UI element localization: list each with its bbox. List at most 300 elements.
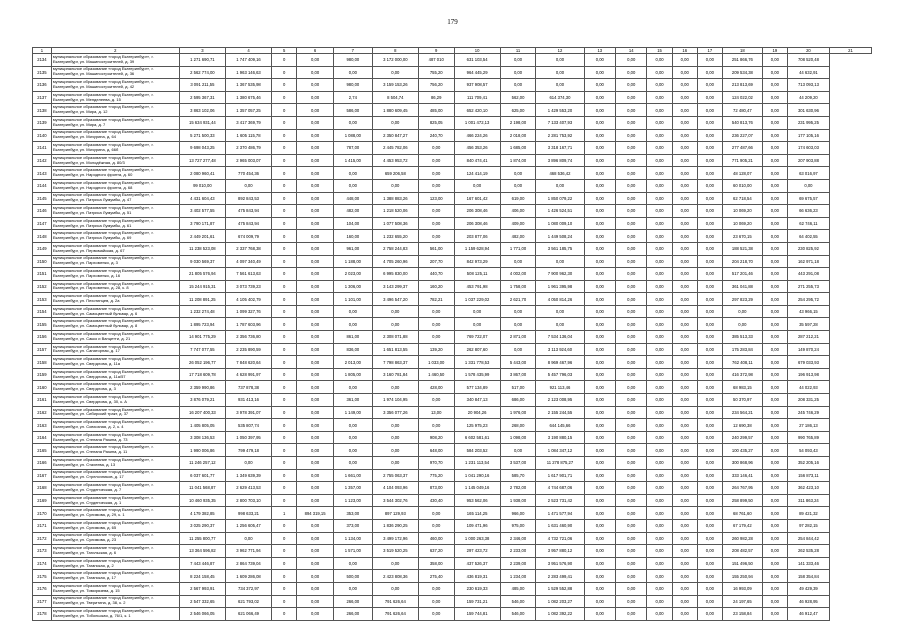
value-cell: 0,00	[647, 431, 672, 444]
value-cell: 0	[272, 356, 297, 369]
value-cell: 2 359 990,86	[179, 381, 225, 394]
value-cell: 0,00	[584, 104, 615, 117]
row-id: 2164	[33, 431, 52, 444]
value-cell: 0,00	[697, 557, 722, 570]
value-cell: 546,00	[500, 608, 536, 621]
value-cell: 26 052 196,77	[179, 356, 225, 369]
value-cell: 0,00	[697, 494, 722, 507]
value-cell: 0	[272, 79, 297, 92]
value-cell: 11 246 257,12	[179, 457, 225, 470]
value-cell: 990 765,89	[787, 431, 829, 444]
value-cell: 0,00	[762, 532, 787, 545]
value-cell: 0,00	[762, 192, 787, 205]
value-cell: 0,00	[672, 217, 697, 230]
value-cell: 621 793,02	[225, 595, 271, 608]
value-cell: 771 905,21	[722, 154, 762, 167]
value-cell: 175 283,84	[722, 343, 762, 356]
value-cell: 0,00	[372, 457, 418, 470]
row-id: 2154	[33, 305, 52, 318]
value-cell: 0,00	[762, 519, 787, 532]
value-cell: 0	[272, 368, 297, 381]
value-cell: 3 159 153,26	[372, 79, 418, 92]
value-cell: 5 443,00	[500, 356, 536, 369]
value-cell: 0,00	[697, 356, 722, 369]
value-cell: 0,00	[647, 79, 672, 92]
value-cell: 1 471 577,94	[536, 507, 584, 520]
value-cell: 0,00	[647, 532, 672, 545]
value-cell: 0,00	[372, 381, 418, 394]
value-cell: 762 408,11	[722, 356, 762, 369]
value-cell: 1 571,00	[333, 545, 372, 558]
value-cell: 0,00	[616, 331, 647, 344]
value-cell: 361 041,88	[722, 280, 762, 293]
value-cell: 158 354,84	[787, 570, 829, 583]
value-cell: 1 077 508,36	[372, 217, 418, 230]
value-cell: 240 299,57	[722, 431, 762, 444]
value-cell: 0,00	[500, 343, 536, 356]
value-cell: 0,00	[584, 595, 615, 608]
value-cell: 353,00	[333, 507, 372, 520]
value-cell: 206 308,46	[454, 217, 500, 230]
value-cell: 561,00	[418, 242, 454, 255]
address-cell: муниципальное образование «город Екатеринбург», г. Екатеринбург, ул. Таганская, д. 17	[51, 570, 179, 583]
address-cell: муниципальное образование «город Екатеринбург», г. Екатеринбург, ул. Менделеева, д. 15	[51, 91, 179, 104]
value-cell: 0,00	[584, 570, 615, 583]
value-cell: 0,00	[762, 482, 787, 495]
row-id: 2139	[33, 116, 52, 129]
value-cell: 631 103,54	[454, 54, 500, 67]
value-cell: 1 000 263,38	[454, 532, 500, 545]
value-cell: 4 732 721,06	[536, 532, 584, 545]
value-cell: 11 255 800,77	[179, 532, 225, 545]
value-cell: 0,00	[500, 54, 536, 67]
value-cell: 0,00	[762, 255, 787, 268]
value-cell: 2 629 413,53	[225, 482, 271, 495]
register-table	[32, 47, 872, 621]
value-cell: 2 239,00	[500, 557, 536, 570]
value-cell: 111 709,41	[454, 91, 500, 104]
value-cell: 0	[272, 444, 297, 457]
table-row	[33, 444, 872, 457]
address-cell: муниципальное образование «город Екатеринбург», г. Екатеринбург, ул. Машиностроителей, д. 36	[51, 66, 179, 79]
value-cell: 931 413,16	[225, 394, 271, 407]
address-cell: муниципальное образование «город Екатеринбург», г. Екатеринбург, ул. Тобольская, д. 76/1, к. 1	[51, 608, 179, 621]
table-row	[33, 66, 872, 79]
value-cell: 1 631 460,90	[536, 519, 584, 532]
value-cell: 619,00	[500, 192, 536, 205]
value-cell: 0,00	[647, 167, 672, 180]
row-id: 2174	[33, 557, 52, 570]
value-cell: 0,00	[647, 368, 672, 381]
value-cell: 0,00	[616, 268, 647, 281]
value-cell: 0	[272, 519, 297, 532]
value-cell: 4 050 814,26	[536, 293, 584, 306]
value-cell: 0,00	[647, 482, 672, 495]
value-cell: 0,00	[647, 129, 672, 142]
value-cell: 0,00	[672, 406, 697, 419]
value-cell: 0,00	[762, 457, 787, 470]
value-cell: 3 190 880,15	[536, 431, 584, 444]
value-cell: 0,00	[297, 519, 334, 532]
value-cell: 0,00	[697, 192, 722, 205]
row-id: 2168	[33, 482, 52, 495]
value-cell: 0,00	[672, 318, 697, 331]
value-cell: 0	[272, 142, 297, 155]
address-cell: муниципальное образование «город Екатеринбург», г. Екатеринбург, ул. Студенческая, д. 1	[51, 494, 179, 507]
address-cell: муниципальное образование «город Екатеринбург», г. Екатеринбург, ул. Патриса Лумумбы, д. 61	[51, 217, 179, 230]
value-cell: 0	[272, 582, 297, 595]
value-cell: 897 129,93	[372, 507, 418, 520]
row-id: 2158	[33, 356, 52, 369]
value-cell: 3 790 171,87	[179, 217, 225, 230]
address-cell: муниципальное образование «город Екатеринбург», г. Екатеринбург, ул. Пархоменко, д. 28, к. 8	[51, 280, 179, 293]
value-cell: 151 496,50	[722, 557, 762, 570]
value-cell: 0,00	[672, 419, 697, 432]
value-cell: 0	[272, 116, 297, 129]
value-cell: 362 423,10	[787, 482, 829, 495]
value-cell: 0,00	[647, 406, 672, 419]
value-cell: 23 670,15	[722, 230, 762, 243]
address-cell: муниципальное образование «город Екатеринбург», г. Екатеринбург, ул. Первомайская, д. 67	[51, 242, 179, 255]
value-cell: 0,00	[762, 368, 787, 381]
value-cell: 0,00	[672, 494, 697, 507]
value-cell: 0,00	[584, 519, 615, 532]
table-row	[33, 293, 872, 306]
table-row	[33, 394, 872, 407]
value-cell: 0,00	[762, 230, 787, 243]
value-cell: 0,00	[697, 532, 722, 545]
value-cell: 1 990 006,86	[179, 444, 225, 457]
address-cell: муниципальное образование «город Екатеринбург», г. Екатеринбург, ул. Самоцветный бульвар, д. 6	[51, 305, 179, 318]
value-cell: 0,00	[584, 268, 615, 281]
value-cell: 0,00	[672, 280, 697, 293]
value-cell: 99 010,00	[179, 179, 225, 192]
value-cell: 466 224,26	[454, 129, 500, 142]
value-cell: 149 870,24	[787, 343, 829, 356]
value-cell: 1 084 347,12	[536, 444, 584, 457]
value-cell: 0,00	[372, 179, 418, 192]
value-cell: 3 957 880,12	[536, 545, 584, 558]
row-id: 2172	[33, 532, 52, 545]
value-cell: 0,00	[762, 129, 787, 142]
value-cell: 262 807,60	[454, 343, 500, 356]
value-cell: 68 983,15	[722, 381, 762, 394]
value-cell: 0,00	[647, 91, 672, 104]
value-cell: 0,00	[647, 507, 672, 520]
value-cell: 734 372,97	[225, 582, 271, 595]
table-row	[33, 167, 872, 180]
value-cell: 258 899,50	[722, 494, 762, 507]
table-row	[33, 406, 872, 419]
address-cell: муниципальное образование «город Екатеринбург», г. Екатеринбург, ул. Тагильская, д. 6	[51, 545, 179, 558]
value-cell: 89 421,32	[787, 507, 829, 520]
value-cell: 2 621,70	[500, 293, 536, 306]
row-id: 2178	[33, 608, 52, 621]
value-cell: 0,00	[672, 66, 697, 79]
row-id: 2175	[33, 570, 52, 583]
value-cell: 0,00	[584, 431, 615, 444]
value-cell: 0,00	[225, 532, 271, 545]
value-cell: 7 848 620,64	[225, 356, 271, 369]
value-cell: 625,00	[500, 104, 536, 117]
value-cell: 0,00	[616, 469, 647, 482]
value-cell: 584 203,52	[454, 444, 500, 457]
value-cell: 1 349 639,39	[225, 469, 271, 482]
value-cell: 0,00	[372, 557, 418, 570]
value-cell: 0,00	[697, 595, 722, 608]
value-cell: 0,00	[297, 217, 334, 230]
value-cell: 266,00	[333, 595, 372, 608]
value-cell: 165 114,25	[454, 507, 500, 520]
value-cell: 159 744,81	[454, 608, 500, 621]
value-cell: 998 633,21	[225, 507, 271, 520]
value-cell: 0,00	[616, 356, 647, 369]
value-cell: 0,00	[762, 242, 787, 255]
value-cell: 44 632,91	[787, 66, 829, 79]
value-cell: 0,00	[762, 469, 787, 482]
value-cell: 0,00	[584, 54, 615, 67]
value-cell: 517 201,46	[722, 268, 762, 281]
value-cell: 2 356 736,80	[225, 331, 271, 344]
value-cell: 0,00	[333, 557, 372, 570]
value-cell: 0,00	[672, 116, 697, 129]
value-cell: 0,00	[297, 192, 334, 205]
value-cell: 409,00	[500, 217, 536, 230]
value-cell: 0,00	[697, 280, 722, 293]
value-cell: 0,00	[297, 406, 334, 419]
value-cell: 177 105,16	[787, 129, 829, 142]
value-cell: 0,00	[697, 242, 722, 255]
value-cell: 0	[272, 419, 297, 432]
value-cell: 1 787 603,96	[225, 318, 271, 331]
value-cell: 0,00	[297, 532, 334, 545]
value-cell: 0,00	[672, 167, 697, 180]
value-cell: 0,00	[584, 116, 615, 129]
value-cell: 460,00	[418, 532, 454, 545]
value-cell: 297 423,72	[454, 545, 500, 558]
value-cell: 0,00	[762, 494, 787, 507]
value-cell: 0,00	[697, 167, 722, 180]
value-cell: 1 145 049,16	[454, 482, 500, 495]
row-id: 2170	[33, 507, 52, 520]
value-cell: 0	[272, 66, 297, 79]
value-cell: 0,00	[584, 419, 615, 432]
value-cell: 0,00	[333, 318, 372, 331]
value-cell: 7 798 863,37	[372, 356, 418, 369]
value-cell: 0,00	[372, 305, 418, 318]
value-cell: 124 414,19	[454, 167, 500, 180]
value-cell: 0,00	[584, 318, 615, 331]
value-cell: 0,00	[762, 205, 787, 218]
value-cell: 14 901 775,29	[179, 331, 225, 344]
value-cell: 1 850 079,22	[536, 192, 584, 205]
row-id: 2134	[33, 54, 52, 67]
value-cell: 43 966,15	[787, 305, 829, 318]
value-cell: 230 825,92	[787, 242, 829, 255]
value-cell: 1 529 552,88	[536, 582, 584, 595]
value-cell: 0,00	[762, 419, 787, 432]
value-cell: 0,00	[584, 66, 615, 79]
value-cell: 4 002,00	[500, 268, 536, 281]
value-cell: 0,00	[584, 79, 615, 92]
value-cell: 0,00	[762, 331, 787, 344]
address-cell: муниципальное образование «город Екатеринбург», г. Екатеринбург, ул. Патриса Лумумбы, д. 69	[51, 230, 179, 243]
value-cell: 0,00	[697, 431, 722, 444]
value-cell: 159 731,21	[454, 595, 500, 608]
value-cell: 1 188,00	[333, 255, 372, 268]
address-cell: муниципальное образование «город Екатеринбург», г. Екатеринбург, ул. Мира, д. 12	[51, 104, 179, 117]
value-cell: 0,00	[584, 545, 615, 558]
value-cell: 0,00	[500, 318, 536, 331]
value-cell: 0,00	[536, 54, 584, 67]
value-cell: 0,00	[616, 305, 647, 318]
value-cell: 7 534 136,04	[536, 331, 584, 344]
value-cell: 0,00	[372, 318, 418, 331]
value-cell: 100 435,27	[722, 444, 762, 457]
value-cell: 104,00	[333, 217, 372, 230]
value-cell: 0,00	[672, 532, 697, 545]
value-cell: 4 628 991,97	[225, 368, 271, 381]
table-row	[33, 595, 872, 608]
value-cell: 0,00	[297, 268, 334, 281]
value-cell: 231 995,25	[787, 116, 829, 129]
value-cell: 1 874,00	[500, 154, 536, 167]
value-cell: 0	[272, 482, 297, 495]
table-row	[33, 532, 872, 545]
value-cell: 0,00	[672, 242, 697, 255]
table-row	[33, 318, 872, 331]
value-cell: 0	[272, 570, 297, 583]
value-cell: 0,00	[672, 230, 697, 243]
value-cell: 0,00	[584, 192, 615, 205]
column-number-header: 9	[418, 48, 454, 54]
value-cell: 0,00	[762, 444, 787, 457]
value-cell: 586,00	[333, 104, 372, 117]
value-cell: 7 747 077,55	[179, 343, 225, 356]
value-cell: 0,00	[647, 557, 672, 570]
value-cell: 980,00	[333, 79, 372, 92]
value-cell: 0,00	[647, 457, 672, 470]
row-id: 2157	[33, 343, 52, 356]
value-cell: 0,00	[616, 91, 647, 104]
value-cell: 787,00	[333, 142, 372, 155]
value-cell: 0,00	[418, 608, 454, 621]
value-cell: 0,00	[697, 482, 722, 495]
value-cell: 67 179,42	[722, 519, 762, 532]
value-cell: 0,00	[372, 582, 418, 595]
value-cell: 340 847,13	[454, 394, 500, 407]
value-cell: 2 449 201,61	[179, 230, 225, 243]
address-cell: муниципальное образование «город Екатеринбург», г. Екатеринбург, ул. Степана Разина, д. 11	[51, 444, 179, 457]
value-cell: 139,20	[418, 343, 454, 356]
value-cell: 0,00	[647, 343, 672, 356]
value-cell: 475 843,94	[225, 205, 271, 218]
value-cell: 2 562 774,00	[179, 66, 225, 79]
column-number-header: 18	[722, 48, 762, 54]
value-cell: 0	[272, 217, 297, 230]
address-cell: муниципальное образование «город Екатеринбург», г. Екатеринбург, ул. Народного фронта, д. 68	[51, 179, 179, 192]
value-cell: 0,00	[536, 79, 584, 92]
value-cell: 0,00	[297, 91, 334, 104]
value-cell: 0,00	[672, 394, 697, 407]
value-cell: 0,00	[672, 79, 697, 92]
value-cell: 1 149,00	[333, 406, 372, 419]
value-cell: 0,00	[584, 406, 615, 419]
value-cell: 0,00	[418, 142, 454, 155]
value-cell: 245 746,29	[787, 406, 829, 419]
table-row	[33, 507, 872, 520]
value-cell: 0,00	[647, 444, 672, 457]
value-cell: 4 104 093,96	[372, 482, 418, 495]
value-cell: 0,00	[697, 205, 722, 218]
value-cell: 10 460 935,35	[179, 494, 225, 507]
value-cell: 1 415,00	[333, 154, 372, 167]
value-cell: 0,00	[762, 179, 787, 192]
value-cell: 2 423 808,36	[372, 570, 418, 583]
value-cell: 2 567 993,91	[179, 582, 225, 595]
value-cell: 3 951 576,90	[536, 557, 584, 570]
value-cell: 791 626,64	[372, 595, 418, 608]
row-id: 2147	[33, 217, 52, 230]
value-cell: 0	[272, 230, 297, 243]
value-cell: 0,00	[647, 179, 672, 192]
value-cell: 109 471,96	[454, 519, 500, 532]
value-cell: 13,00	[418, 406, 454, 419]
address-cell: муниципальное образование «город Екатеринбург», г. Екатеринбург, ул. Самоцветный бульвар, д. 8	[51, 318, 179, 331]
value-cell: 50 370,97	[722, 394, 762, 407]
value-cell: 0,00	[584, 91, 615, 104]
value-cell: 1 747 409,16	[225, 54, 271, 67]
value-cell: 16 207 400,33	[179, 406, 225, 419]
value-cell: 0,00	[616, 142, 647, 155]
value-cell: 2 782,00	[500, 482, 536, 495]
value-cell: 0,00	[616, 217, 647, 230]
row-id: 2142	[33, 154, 52, 167]
value-cell: 0,00	[697, 305, 722, 318]
value-cell: 0,00	[762, 545, 787, 558]
value-cell: 535 807,74	[225, 419, 271, 432]
value-cell: 0,00	[762, 343, 787, 356]
value-cell: 1 080 009,10	[536, 217, 584, 230]
value-cell: 0,00	[616, 507, 647, 520]
value-cell: 0,00	[647, 142, 672, 155]
value-cell: 437 526,37	[454, 557, 500, 570]
value-cell: 0,00	[672, 482, 697, 495]
column-number-header: 8	[372, 48, 418, 54]
column-number-header: 1	[33, 48, 52, 54]
value-cell: 1 099 327,76	[225, 305, 271, 318]
value-cell: 9 030 569,37	[179, 255, 225, 268]
value-cell: 385 513,33	[722, 331, 762, 344]
value-cell: 0,00	[762, 66, 787, 79]
value-cell: 0,00	[762, 431, 787, 444]
value-cell: 174 603,03	[787, 142, 829, 155]
value-cell: 0,00	[584, 154, 615, 167]
value-cell: 20 904,26	[454, 406, 500, 419]
table-row	[33, 519, 872, 532]
value-cell: 21 805 576,94	[179, 268, 225, 281]
value-cell: 1 123,00	[333, 494, 372, 507]
value-cell: 637,20	[418, 545, 454, 558]
value-cell: 0,00	[672, 91, 697, 104]
value-cell: 1 605 115,78	[225, 129, 271, 142]
value-cell: 436 819,31	[454, 570, 500, 583]
value-cell: 3 160 781,84	[372, 368, 418, 381]
value-cell: 0,00	[697, 66, 722, 79]
row-id: 2155	[33, 318, 52, 331]
value-cell: 8 969 467,96	[536, 356, 584, 369]
value-cell: 0,00	[647, 318, 672, 331]
